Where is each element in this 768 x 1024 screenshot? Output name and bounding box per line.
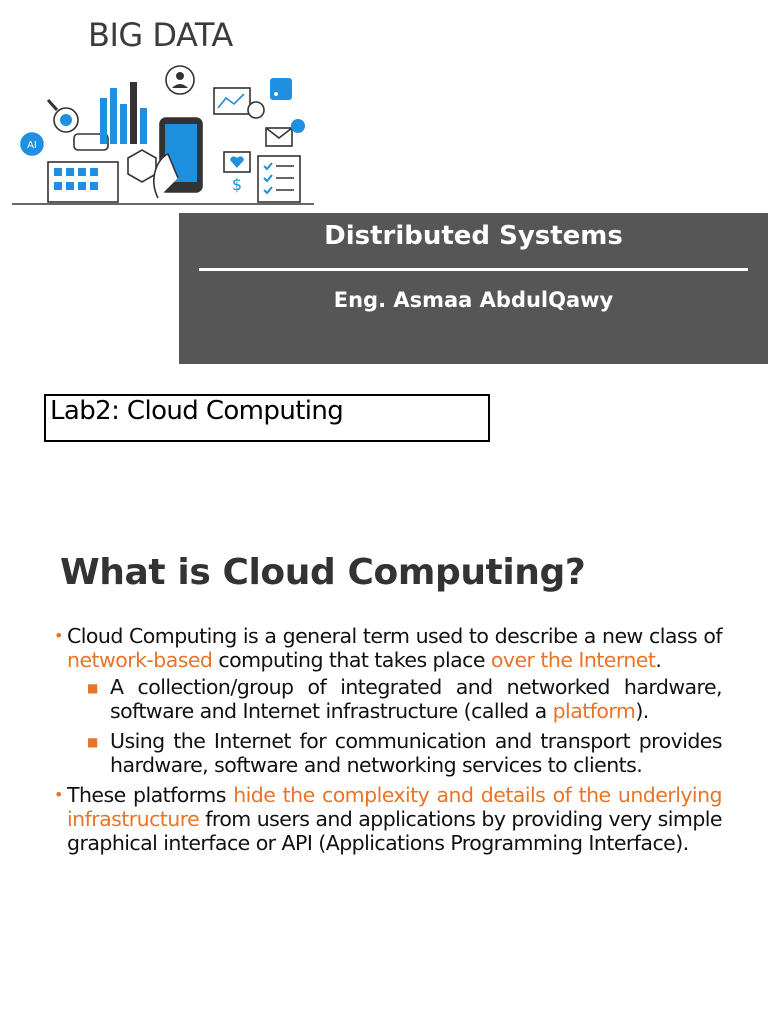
- dashboard-chart-icon: [214, 88, 250, 114]
- bullet-marker: ■: [87, 735, 98, 749]
- bullet-list: [48, 624, 722, 858]
- bullet-text: Using the Internet for communication and transport provides hardware, software and networking services to clients.: [110, 729, 722, 777]
- highlighted-text: network-based: [67, 648, 213, 672]
- highlighted-text: over the Internet: [490, 648, 656, 672]
- bullet-text: Cloud Computing is a general term used to describe a new class of: [67, 624, 722, 648]
- dollar-icon: $: [231, 175, 243, 194]
- svg-text:AI: AI: [27, 140, 37, 151]
- smartphone-icon: [154, 118, 202, 198]
- bullet-text: A collection/group of integrated and networked hardware, software and Internet infrastructure (called a: [110, 675, 722, 723]
- user-profile-icon: [166, 66, 194, 94]
- bullet-marker: ■: [87, 681, 98, 695]
- sub-bullet-item: [48, 729, 722, 777]
- heart-icon: [224, 152, 250, 172]
- magnifier-icon: [48, 100, 78, 132]
- highlighted-text: platform: [552, 699, 636, 723]
- course-header-panel: [179, 213, 768, 364]
- building-icon: [48, 162, 118, 202]
- header-divider: [199, 268, 748, 271]
- section-title: What is Cloud Computing?: [60, 552, 586, 593]
- rss-icon: [270, 78, 292, 100]
- bullet-item: [48, 783, 722, 855]
- bullet-text: .: [655, 648, 662, 672]
- ai-chip-icon: [21, 133, 43, 155]
- highlighted-text: hide the complexity and details of the underlying infrastructure: [67, 783, 722, 831]
- big-data-illustration: [8, 58, 318, 210]
- bullet-marker: •: [54, 785, 63, 804]
- bullet-text: computing that takes place: [212, 648, 491, 672]
- bullet-text: These platforms: [67, 783, 234, 807]
- big-data-title: BIG DATA: [88, 16, 233, 54]
- bullet-item: [48, 624, 722, 672]
- course-title: Distributed Systems: [324, 221, 623, 251]
- lab-title-box: [44, 394, 490, 442]
- sub-bullet-item: [48, 675, 722, 723]
- gear-icon: [248, 102, 264, 118]
- bullet-text: ).: [635, 699, 649, 723]
- bullet-text: from users and applications by providing very simple graphical interface or API (Applications Programming Interface).: [67, 807, 722, 855]
- cube-icon: [128, 150, 156, 182]
- instructor-name: Eng. Asmaa AbdulQawy: [333, 288, 614, 312]
- email-icon: [266, 119, 305, 146]
- checklist-icon: [258, 156, 300, 202]
- bullet-marker: •: [54, 626, 63, 645]
- lab-title: Lab2: Cloud Computing: [50, 396, 344, 426]
